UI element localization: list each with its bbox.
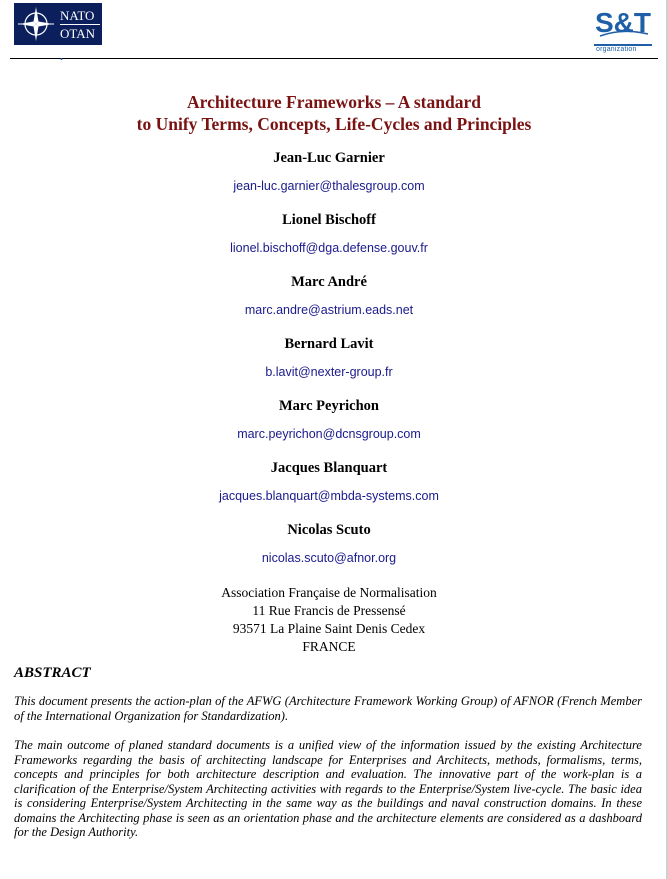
author-block	[0, 521, 658, 583]
author-email[interactable]: marc.andre@astrium.eads.net	[244, 303, 414, 317]
author-name: Bernard Lavit	[284, 336, 374, 352]
author-list	[0, 149, 658, 583]
author-name: Jacques Blanquart	[270, 460, 388, 476]
affiliation-address	[0, 584, 658, 656]
author-email[interactable]: lionel.bischoff@dga.defense.gouv.fr	[230, 241, 428, 255]
affiliation-country: FRANCE	[302, 639, 356, 654]
author-name: Lionel Bischoff	[282, 212, 376, 228]
abstract-paragraph: The main outcome of planed standard documents is a unified view of the information issued by the existing Architecture Frameworks regarding the basis of architecting landscape for Enterprises and Architects, methods, formalisms, terms, concepts and principles for both architecture description and evaluation. The innovative part of the work-plan is a clarification of the Enterprise/System Architecting activities with regards to the Enterprise/System live-cycle. The basic idea is considering Enterprise/System Architecting in the same way as the buildings and naval construction domains. In these domains the Architecting phase is seen as an orientation phase and the architecture elements are considered as a dashboard for the Design Authority.	[14, 738, 642, 839]
author-block	[0, 211, 658, 273]
affiliation-organization: Association Française de Normalisation	[221, 585, 437, 600]
author-block	[0, 273, 658, 335]
author-name: Jean-Luc Garnier	[273, 150, 385, 166]
st-organization-logo	[592, 2, 654, 56]
paper-title	[0, 91, 668, 135]
author-name: Marc Peyrichon	[279, 398, 379, 414]
nato-logo	[14, 3, 102, 45]
affiliation-street: 11 Rue Francis de Pressensé	[252, 603, 406, 618]
author-email[interactable]: jean-luc.garnier@thalesgroup.com	[233, 179, 425, 193]
author-block	[0, 335, 658, 397]
abstract-heading: ABSTRACT	[14, 665, 91, 681]
author-block	[0, 397, 658, 459]
st-logo-mark	[592, 2, 654, 42]
author-email[interactable]: nicolas.scuto@afnor.org	[261, 551, 397, 565]
otan-logo-text: OTAN	[60, 25, 96, 41]
paper-title-line-2: to Unify Terms, Concepts, Life-Cycles and Principles	[136, 114, 532, 134]
author-block	[0, 149, 658, 211]
author-email[interactable]: jacques.blanquart@mbda-systems.com	[219, 489, 439, 503]
author-name: Marc André	[291, 274, 367, 290]
affiliation-city: 93571 La Plaine Saint Denis Cedex	[232, 621, 426, 636]
svg-text:S&T: S&T	[595, 7, 651, 38]
st-logo-caption: organization	[596, 46, 637, 53]
author-block	[0, 459, 658, 521]
nato-compass-star-icon	[16, 4, 56, 44]
paper-title-line-1: Architecture Frameworks – A standard	[187, 92, 481, 112]
author-email[interactable]: b.lavit@nexter-group.fr	[265, 365, 393, 379]
author-name: Nicolas Scuto	[287, 522, 371, 538]
header-mark: •	[60, 55, 63, 64]
abstract-body	[14, 694, 642, 855]
header-divider	[10, 58, 658, 59]
nato-logo-text: NATO	[60, 7, 95, 23]
abstract-paragraph: This document presents the action-plan of the AFWG (Architecture Framework Working Group) of AFNOR (French Member of the International Organization for Standardization).	[14, 694, 642, 723]
author-email[interactable]: marc.peyrichon@dcnsgroup.com	[237, 427, 421, 441]
